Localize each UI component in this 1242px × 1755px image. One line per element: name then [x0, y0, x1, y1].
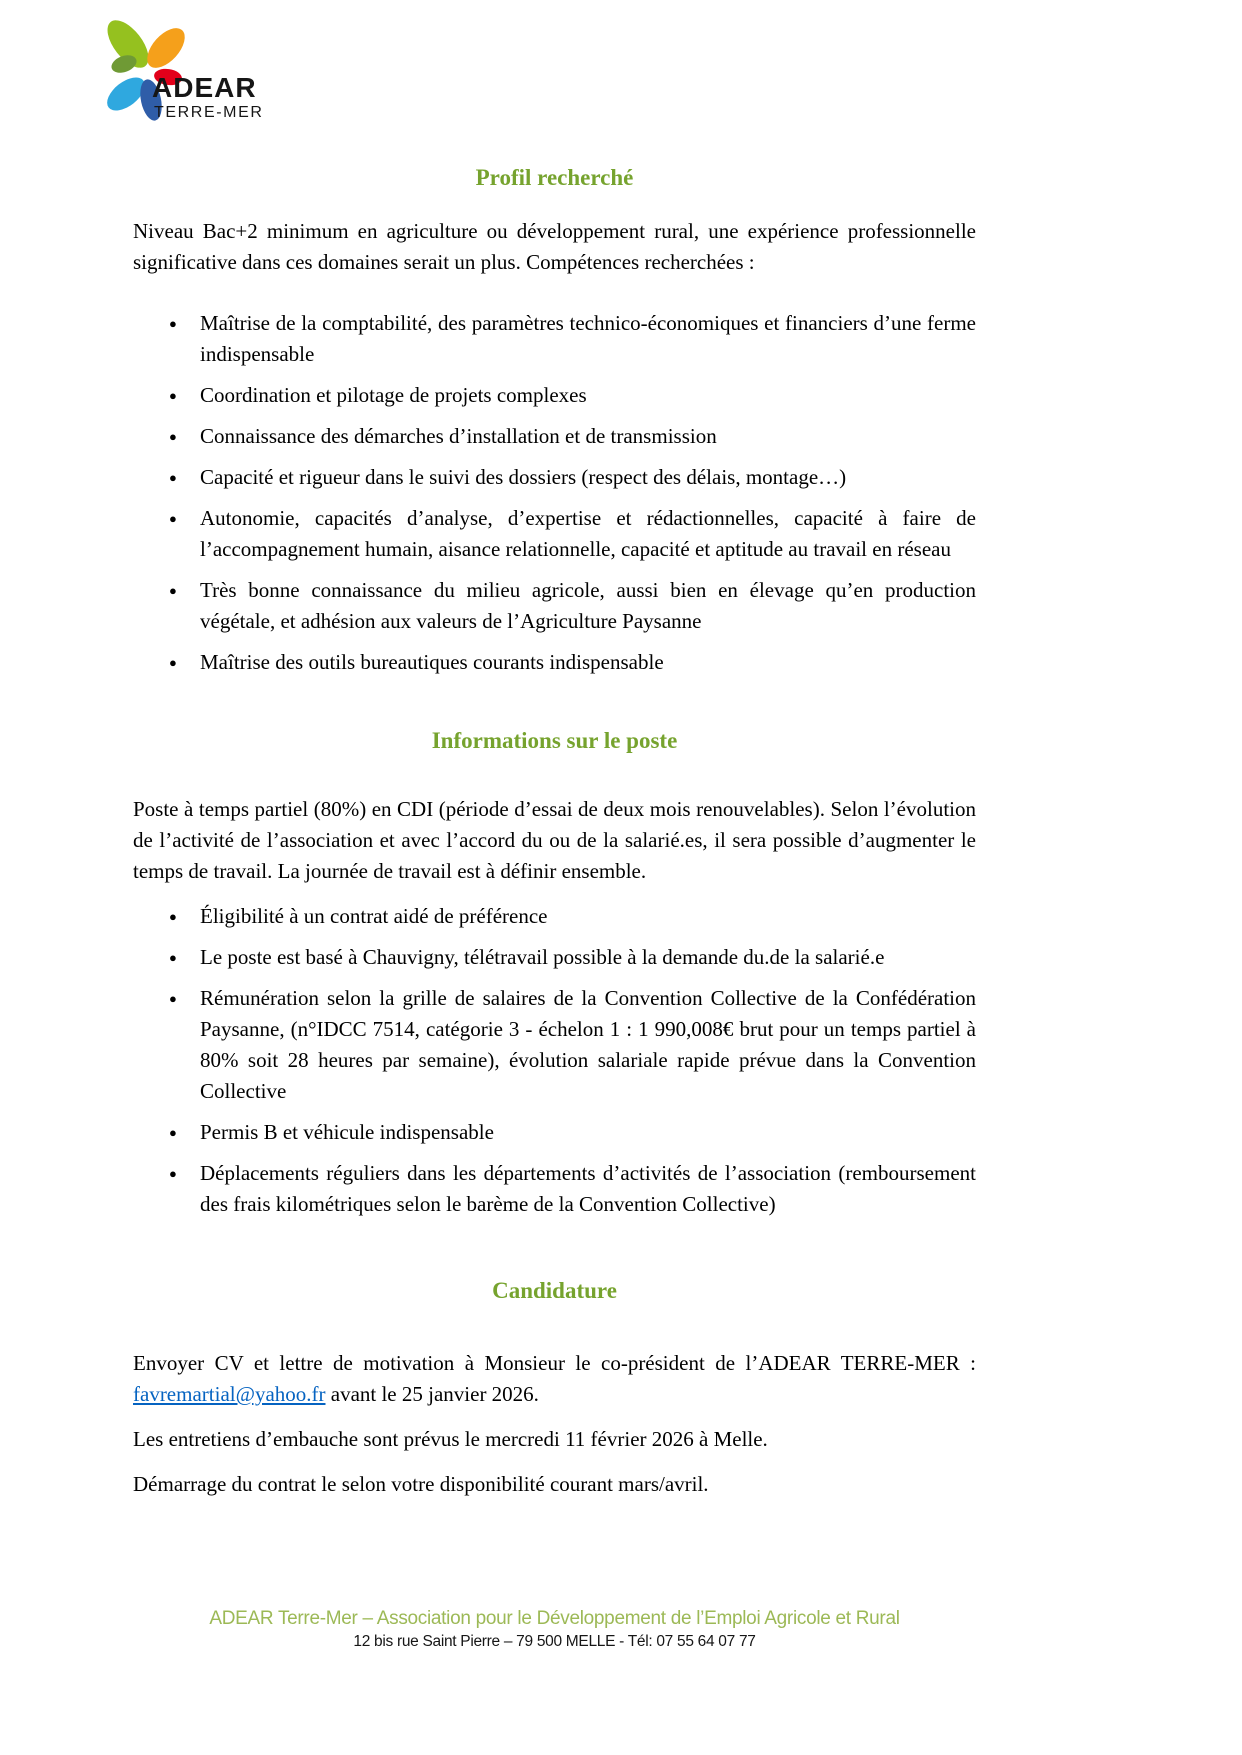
informations-bullet-list [133, 901, 976, 1220]
apply-text-after-link: avant le 25 janvier 2026. [325, 1382, 539, 1406]
list-item: ● Connaissance des démarches d’installation et de transmission [133, 421, 976, 452]
candidature-paragraph-apply [133, 1348, 976, 1410]
logo-title: ADEAR [152, 72, 257, 103]
section-heading-profil: Profil recherché [475, 165, 634, 190]
list-item: ● Éligibilité à un contrat aidé de préférence [133, 901, 976, 932]
list-item: ● Maîtrise de la comptabilité, des paramètres technico-économiques et financiers d’une ferme indispensable [133, 308, 976, 370]
list-item: ● Capacité et rigueur dans le suivi des dossiers (respect des délais, montage…) [133, 462, 976, 493]
page-footer [133, 1606, 976, 1653]
list-item: ● Autonomie, capacités d’analyse, d’expertise et rédactionnelles, capacité à faire de l’accompagnement humain, aisance relationnelle, capacité et aptitude au travail en réseau [133, 503, 976, 565]
list-item: ● Rémunération selon la grille de salaires de la Convention Collective de la Confédération Paysanne, (n°IDCC 7514, catégorie 3 - échelon 1 : 1 990,008€ brut pour un temps partiel à 80% soit 28 heures par semaine), évolution salariale rapide prévue dans la Convention Collective [133, 983, 976, 1107]
list-item: ● Permis B et véhicule indispensable [133, 1117, 976, 1148]
list-item: ● Maîtrise des outils bureautiques courants indispensable [133, 647, 976, 678]
profil-bullet-list [133, 308, 976, 678]
list-item: ● Très bonne connaissance du milieu agricole, aussi bien en élevage qu’en production végétale, et adhésion aux valeurs de l’Agriculture Paysanne [133, 575, 976, 637]
logo-subtitle: TERRE-MER [154, 104, 264, 121]
footer-association-name: ADEAR Terre-Mer – Association pour le Développement de l’Emploi Agricole et Rural [209, 1608, 900, 1629]
list-item: ● Le poste est basé à Chauvigny, télétravail possible à la demande du.de la salarié.e [133, 942, 976, 973]
list-item: ● Déplacements réguliers dans les départements d’activités de l’association (remboursement des frais kilométriques selon le barème de la Convention Collective) [133, 1158, 976, 1220]
document-content [133, 0, 976, 1500]
apply-text-before-link: Envoyer CV et lettre de motivation à Monsieur le co-président de l’ADEAR TERRE-MER : [133, 1351, 976, 1375]
section-heading-informations: Informations sur le poste [431, 728, 678, 753]
informations-intro-paragraph: Poste à temps partiel (80%) en CDI (période d’essai de deux mois renouvelables). Selon l’évolution de l’activité de l’association et avec l’accord du ou de la salarié.es, il sera possible d’augmenter le temps de travail. La journée de travail est à définir ensemble. [133, 797, 976, 883]
section-heading-candidature: Candidature [492, 1278, 617, 1303]
footer-address-phone: 12 bis rue Saint Pierre – 79 500 MELLE - Tél: 07 55 64 07 77 [353, 1633, 756, 1650]
list-item: ● Coordination et pilotage de projets complexes [133, 380, 976, 411]
candidature-paragraph-start: Démarrage du contrat le selon votre disponibilité courant mars/avril. [133, 1472, 709, 1496]
profil-intro-paragraph: Niveau Bac+2 minimum en agriculture ou développement rural, une expérience professionnelle significative dans ces domaines serait un plus. Compétences recherchées : [133, 219, 976, 274]
candidature-paragraph-interviews: Les entretiens d’embauche sont prévus le mercredi 11 février 2026 à Melle. [133, 1427, 768, 1451]
email-link[interactable]: favremartial@yahoo.fr [133, 1382, 326, 1406]
